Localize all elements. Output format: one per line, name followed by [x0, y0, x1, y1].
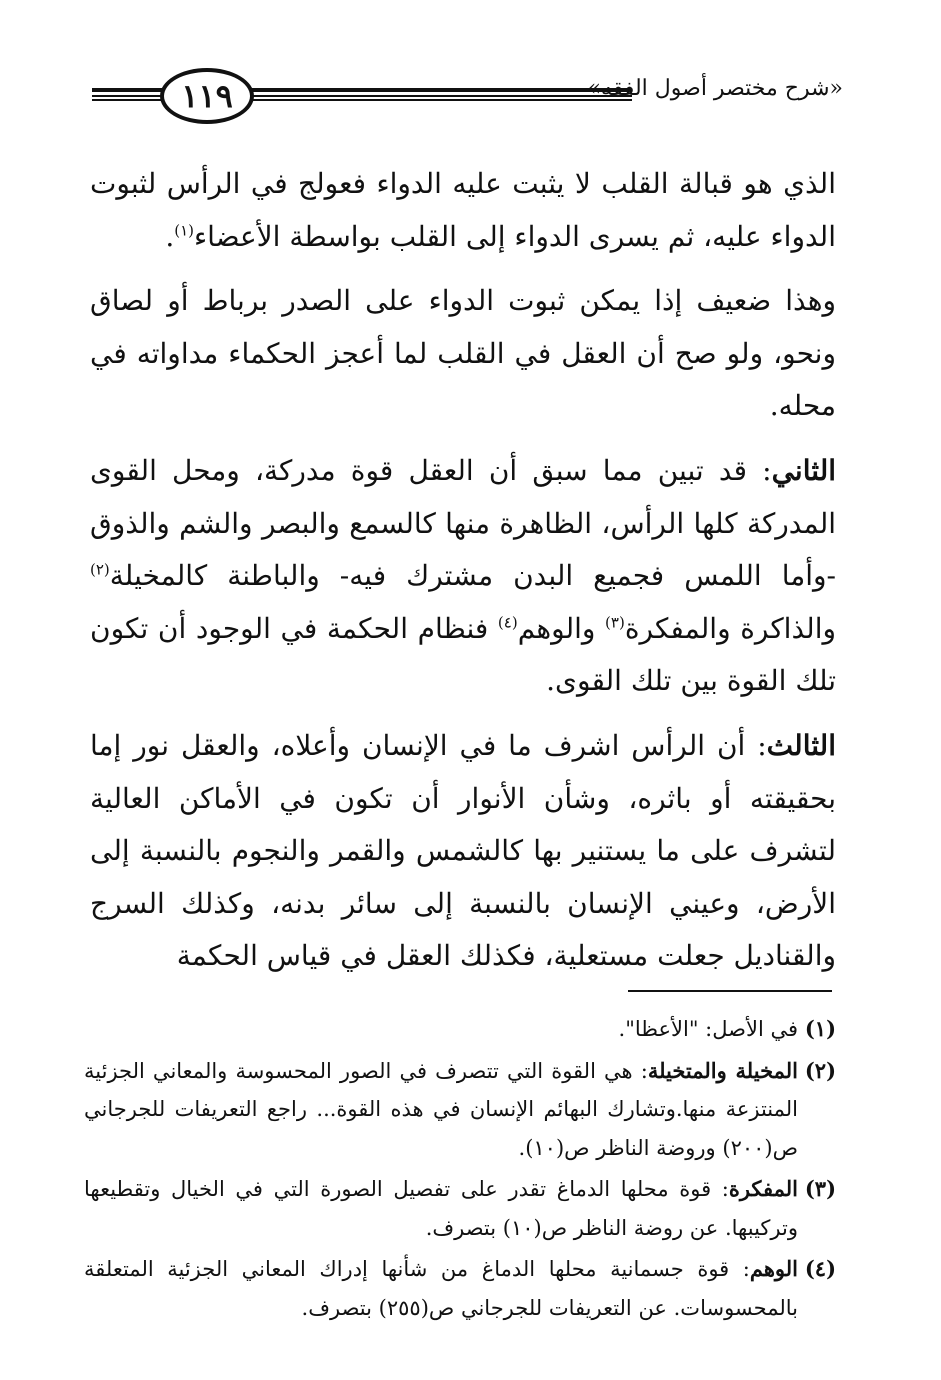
footnote-body: : قوة محلها الدماغ تقدر على تفصيل الصورة التي في الخيال وتقطيعها وتركيبها. عن روضة الناظر ص(١٠) بتصرف.	[84, 1177, 798, 1240]
footnote-separator	[628, 990, 832, 992]
footnote-number: (٤)	[804, 1256, 836, 1281]
paragraph-3-text-c: والوهم	[517, 611, 606, 645]
paragraph-3	[90, 445, 836, 708]
footnote-term: المفكرة	[728, 1176, 798, 1201]
paragraph-2-text: وهذا ضعيف إذا يمكن ثبوت الدواء على الصدر برباط أو لصاق ونحو، ولو صح أن العقل في القلب لما أعجز الحكماء مداواته في محله.	[90, 284, 837, 423]
footnote-text	[84, 1052, 798, 1168]
page-header	[0, 50, 941, 150]
paragraph-1	[90, 158, 836, 263]
paragraph-2	[90, 275, 836, 433]
page-number: ١١٩	[160, 68, 254, 124]
running-title: «شرح مختصر أصول الفقه»	[587, 76, 843, 101]
footnotes	[84, 1010, 836, 1330]
footnote-1	[84, 1010, 836, 1049]
paragraph-3-text-d: فنظام الحكمة في الوجود أن تكون تلك القوة بين تلك القوى.	[90, 611, 836, 698]
footnote-body: : قوة جسمانية محلها الدماغ من شأنها إدراك المعاني الجزئية المتعلقة بالمحسوسات. عن التعريفات للجرجاني ص(٢٥٥) بتصرف.	[84, 1257, 798, 1320]
footnote-ref-2[interactable]: (٢)	[90, 560, 110, 579]
footnote-text	[84, 1170, 798, 1247]
footnote-text	[84, 1010, 798, 1049]
paragraph-1-end: .	[165, 219, 175, 253]
footnote-number: (١)	[804, 1016, 836, 1041]
paragraph-3-text-b: والذاكرة والمفكرة	[624, 611, 836, 645]
paragraph-4-text: : أن الرأس اشرف ما في الإنسان وأعلاه، والعقل نور إما بحقيقته أو باثره، وشأن الأنوار أن تكون في الأماكن العالية لتشرف على ما يستنير بها كالشمس والقمر والنجوم بالنسبة إلى الأرض، وعيني الإنسان بالنسبة إلى سائر بدنه، وكذلك السرج والقناديل جعلت مستعلية، فكذلك العقل في قياس الحكمة	[90, 728, 836, 973]
footnote-ref-4[interactable]: (٤)	[497, 613, 518, 632]
main-text	[90, 158, 836, 995]
paragraph-3-text-a: : قد تبين مما سبق أن العقل قوة مدركة، ومحل القوى المدركة كلها الرأس، الظاهرة منها كالسمع والبصر والشم والذوق -وأما اللمس فجميع البدن مشترك فيه- والباطنة كالمخيلة	[90, 453, 836, 593]
paragraph-3-lead: الثاني	[771, 453, 836, 487]
footnote-body: : هي القوة التي تتصرف في الصور المحسوسة والمعاني الجزئية المنتزعة منها.وتشارك البهائم الإنسان في هذه القوة... راجع التعريفات للجرجاني ص(٢٠٠) وروضة الناظر ص(١٠).	[84, 1058, 798, 1160]
footnote-text	[84, 1250, 798, 1327]
footnote-number: (٣)	[804, 1176, 836, 1201]
footnote-ref-3[interactable]: (٣)	[605, 613, 625, 632]
footnote-number: (٢)	[804, 1057, 836, 1083]
footnote-term: المخيلة والمتخيلة	[647, 1057, 798, 1083]
paragraph-4	[90, 720, 836, 983]
footnote-3	[84, 1170, 836, 1247]
footnote-ref-1[interactable]: (١)	[174, 221, 194, 240]
footnote-2	[84, 1052, 836, 1168]
footnote-4	[84, 1250, 836, 1327]
paragraph-1-text: الذي هو قبالة القلب لا يثبت عليه الدواء فعولج في الرأس لثبوت الدواء عليه، ثم يسرى الدواء إلى القلب بواسطة الأعضاء	[90, 167, 836, 253]
paragraph-4-lead: الثالث	[766, 728, 836, 762]
footnote-term: الوهم	[749, 1256, 798, 1281]
footnote-body: في الأصل: "الأعظا".	[618, 1017, 798, 1041]
header-rule-right	[242, 88, 632, 102]
